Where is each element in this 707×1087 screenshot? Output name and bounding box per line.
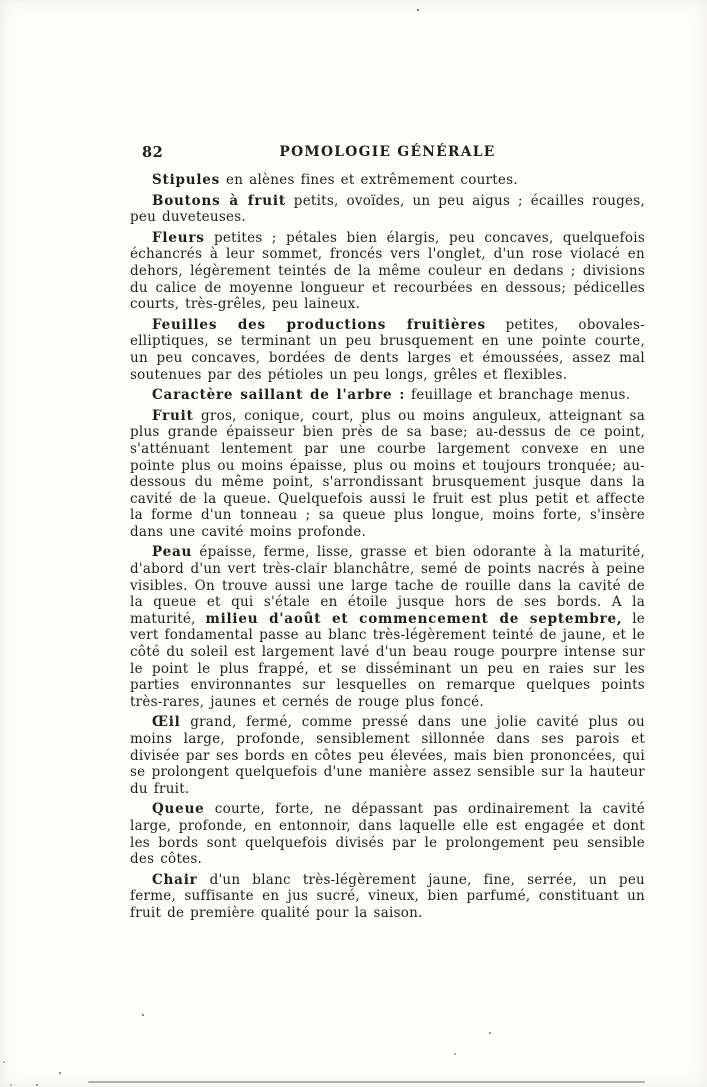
page-header (130, 144, 645, 164)
scan-edge-artifact (88, 1081, 645, 1083)
paragraph-chair (130, 872, 645, 922)
paragraph-text: le vert fondamental passe au blanc très-légèrement teinté de jaune, et le côté du soleil est largement lavé d'un beau rouge pourpre intense sur le point le plus frappé, et se disséminant un peu en raies sur les parties environnantes sur lesquelles on remarque quelques points très-rares, jaunes et cernés de rouge plus foncé. (130, 610, 645, 710)
paragraph-lead: Feuilles des productions fruitières (152, 316, 486, 333)
paragraph-lead: milieu d'août et commencement de septembre, (205, 610, 623, 627)
paragraph-text: courte, forte, ne dépassant pas ordinairement la cavité large, profonde, en entonnoir, dans laquelle elle est engagée et dont les bords sont quelquefois divisés par le prolongement peu sensible des côtes. (130, 801, 645, 868)
paragraph-lead: Fruit (152, 407, 194, 424)
paragraph-lead: Peau (152, 544, 193, 561)
paragraph-lead: Œil (152, 714, 181, 731)
paragraph-fruit (130, 408, 645, 541)
paragraph-text: petites ; pétales bien élargis, peu concaves, quelquefois échancrés à leur sommet, froncés vers l'onglet, d'un rose violacé en dehors, légèrement teintés de la même couleur en dedans ; divisions du calice de moyenne longueur et recourbées en dessous; pédicelles courts, très-grêles, peu laineux. (130, 229, 645, 313)
paragraph-caractere-saillant-de-l-arbre (130, 387, 645, 404)
paragraph-lead: Chair (152, 871, 198, 888)
paragraph-queue (130, 801, 645, 867)
paragraph-text: d'un blanc très-légèrement jaune, fine, serrée, un peu ferme, suffisante en jus sucré, vineux, bien parfumé, constituant un fruit de première qualité pour la saison. (130, 871, 645, 921)
paragraph-text: épaisse, ferme, lisse, grasse et bien odorante à la maturité, d'abord d'un vert très-clair blanchâtre, semé de points nacrés à peine visibles. On trouve aussi une large tache de rouille dans la cavité de la queue et qui s'étale en étoile jusque hors de ses bords. A la maturité, (130, 544, 645, 627)
paragraph-lead: Fleurs (152, 229, 205, 246)
running-title: POMOLOGIE GÉNÉRALE (279, 144, 496, 160)
paragraph-boutons-a-fruit (130, 193, 645, 226)
paragraph-feuilles-des-productions-fruitieres (130, 317, 645, 383)
paragraph-lead: Stipules (152, 172, 221, 188)
paragraph-oeil (130, 714, 645, 797)
paragraph-text: petites, obovales-elliptiques, se terminant un peu brusquement en une pointe courte, un peu concaves, bordées de dents larges et émoussées, assez mal soutenues par des pétioles un peu longs, grêles et flexibles. (130, 316, 645, 383)
paragraph-text: petits, ovoïdes, un peu aigus ; écailles rouges, peu duveteuses. (130, 192, 646, 226)
page-body (130, 172, 645, 926)
paragraph-fleurs (130, 230, 645, 313)
paragraph-text: grand, fermé, comme pressé dans une jolie cavité plus ou moins large, profonde, sensiblement sillonnée dans ses parois et divisée par ses bords en côtes peu élevées, mais bien prononcées, qui se prolongent quelquefois d'une manière assez sensible sur la hauteur du fruit. (130, 714, 645, 797)
paragraph-text: feuillage et branchage menus. (405, 387, 631, 404)
paragraph-lead: Boutons à fruit (152, 192, 286, 209)
scan-speckles (0, 0, 2, 2)
paragraph-lead: Queue (152, 801, 205, 818)
paragraph-peau (130, 544, 645, 710)
paragraph-text: en alènes fines et extrêmement courtes. (220, 172, 518, 188)
paragraph-text: gros, conique, court, plus ou moins anguleux, atteignant sa plus grande épaisseur bien près de sa base; au-dessus de ce point, s'atténuant lentement par une courbe largement convexe en une pointe plus ou moins épaisse, plus ou moins et toujours tronquée; au-dessous du même point, s'arrondissant brusquement jusque dans la cavité de la queue. Quelquefois aussi le fruit est plus petit et affecte la forme d'un tonneau ; sa queue plus longue, moins forte, s'insère dans une cavité moins profonde. (130, 407, 645, 540)
paragraph-lead: Caractère saillant de l'arbre : (152, 387, 406, 404)
paragraph-stipules (130, 172, 645, 189)
page-number: 82 (142, 144, 164, 161)
